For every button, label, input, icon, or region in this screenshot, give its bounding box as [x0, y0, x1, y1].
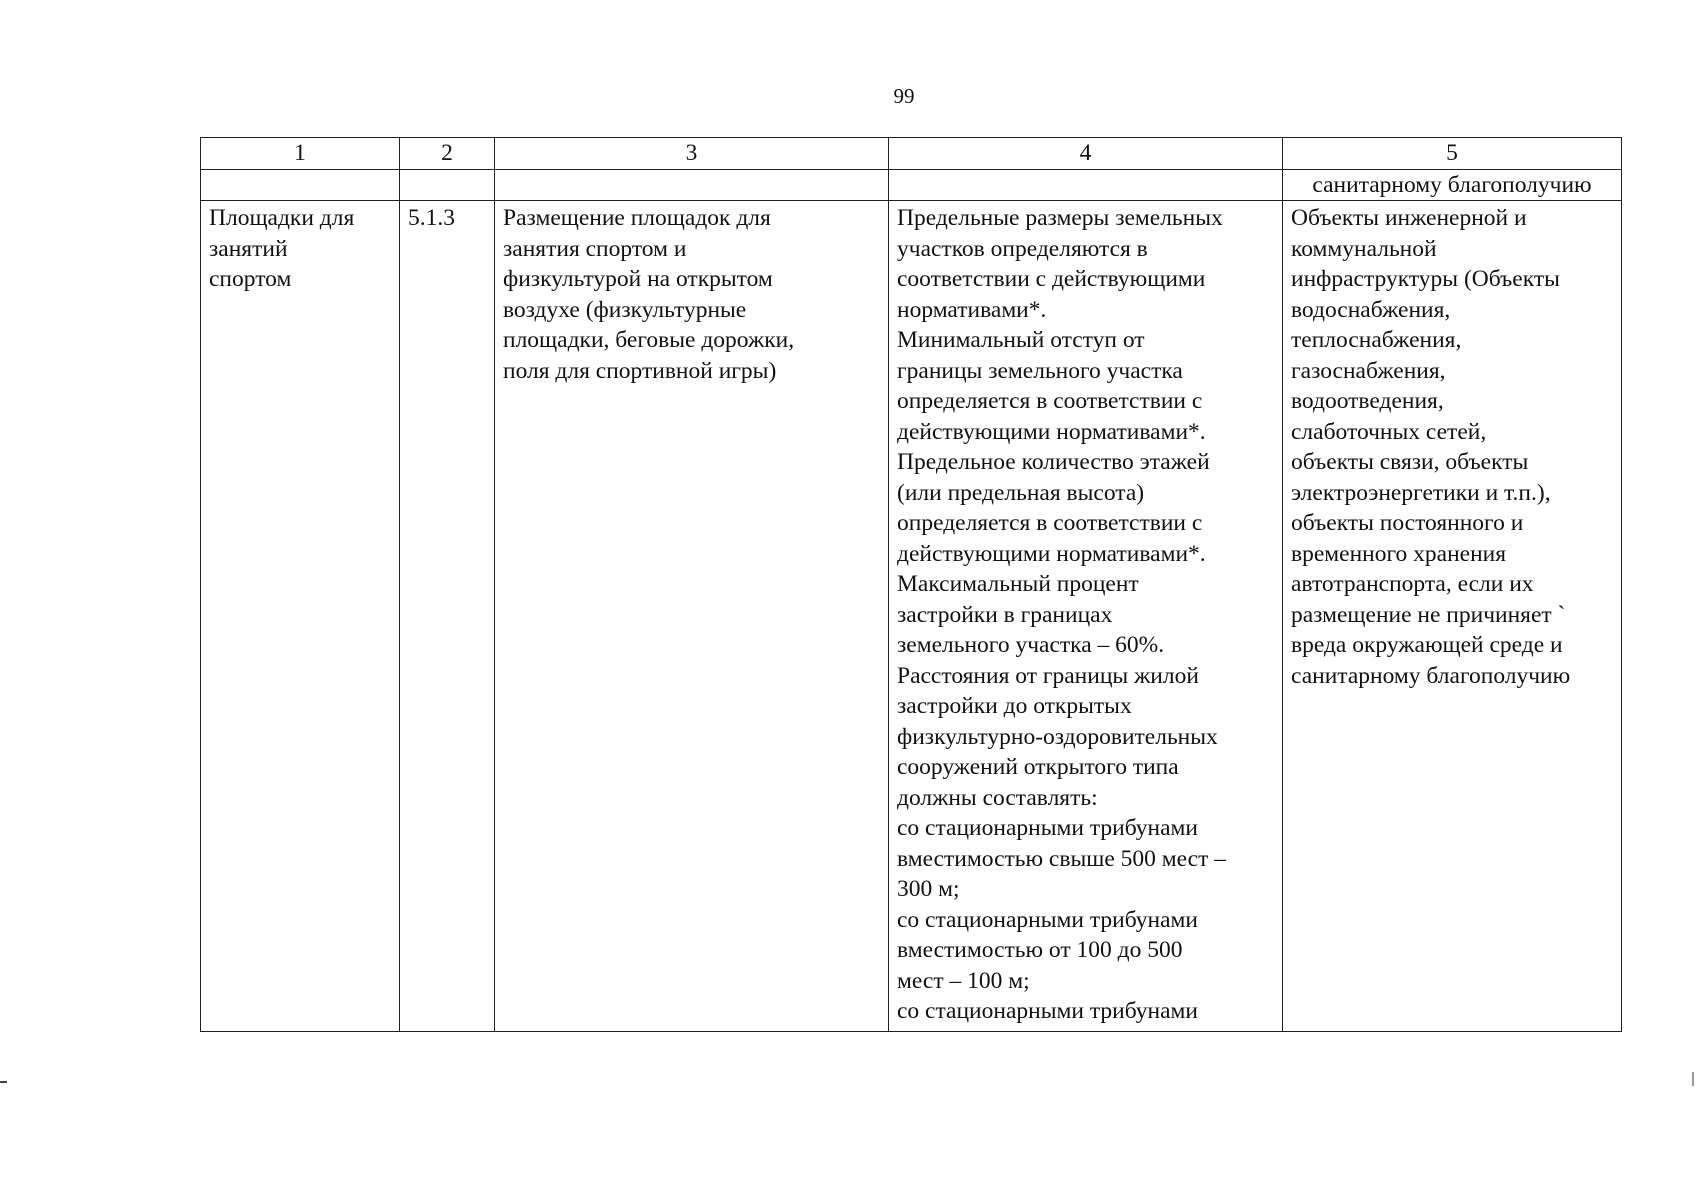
- use-code-cell: 5.1.3: [400, 201, 495, 1032]
- use-description-cell: Размещение площадок для занятия спортом и физкультурой на открытом воздухе (физкультурные площадки, беговые дорожки, поля для спортивной игры): [495, 201, 889, 1032]
- auxiliary-uses-cell: Объекты инженерной и коммунальной инфраструктуры (Объекты водоснабжения, теплоснабжения, газоснабжения, водоотведения, слаботочных сетей, объекты связи, объекты электроэнергетики и т.п.), объекты постоянного и временного хранения автотранспорта, если их размещение не причиняет ` вреда окружающей среде и санитарному благополучию: [1283, 201, 1622, 1032]
- continuation-cell-2: [400, 169, 495, 201]
- continuation-cell-4: [889, 169, 1283, 201]
- table-header-row: [201, 138, 1622, 170]
- continuation-row: [201, 169, 1622, 201]
- scan-mark-left: [0, 1081, 7, 1083]
- scan-mark-right: [1692, 1072, 1694, 1086]
- parameters-cell: Предельные размеры земельных участков определяются в соответствии с действующими нормативами*. Минимальный отступ от границы земельного участка определяется в соответствии с действующими нормативами*. Предельное количество этажей (или предельная высота) определяется в соответствии с действующими нормативами*. Максимальный процент застройки в границах земельного участка – 60%. Расстояния от границы жилой застройки до открытых физкультурно-оздоровительных сооружений открытого типа должны составлять: со стационарными трибунами вместимостью свыше 500 мест – 300 м; со стационарными трибунами вместимостью от 100 до 500 мест – 100 м; со стационарными трибунами: [889, 201, 1283, 1032]
- continuation-cell-3: [495, 169, 889, 201]
- table-row: [201, 201, 1622, 1032]
- continuation-cell-5: санитарному благополучию: [1283, 169, 1622, 201]
- column-header-4: 4: [889, 138, 1283, 170]
- column-header-2: 2: [400, 138, 495, 170]
- column-header-5: 5: [1283, 138, 1622, 170]
- continuation-cell-1: [201, 169, 400, 201]
- regulations-table: [200, 137, 1622, 1032]
- column-header-3: 3: [495, 138, 889, 170]
- use-name-cell: Площадки для занятий спортом: [201, 201, 400, 1032]
- page-number: 99: [893, 84, 915, 108]
- column-header-1: 1: [201, 138, 400, 170]
